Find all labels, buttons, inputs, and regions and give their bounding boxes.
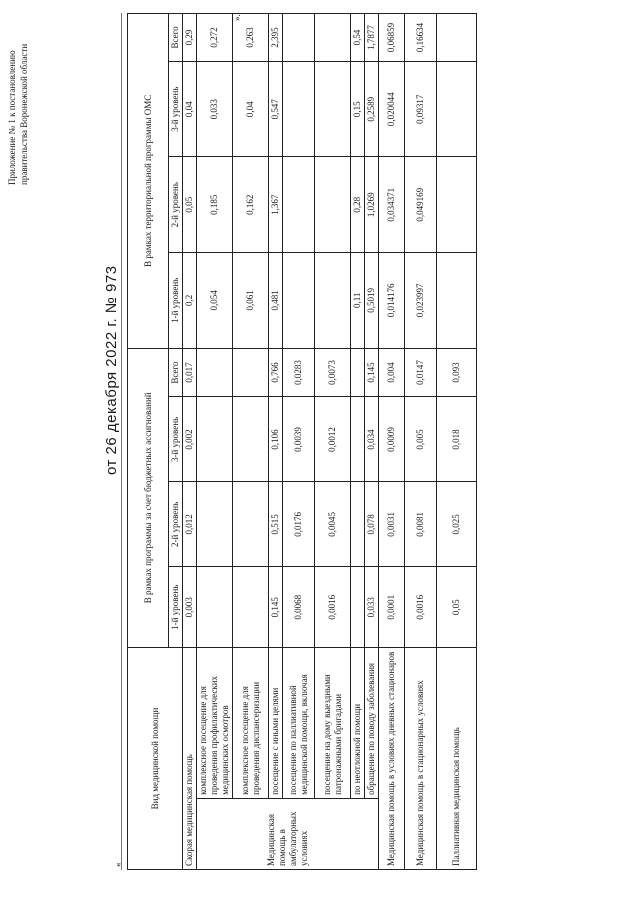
row-label: комплексное посещение для проведения профилактических медицинских осмотров	[197, 648, 233, 799]
cell: 0,0081	[405, 482, 437, 567]
cell: 0,185	[197, 157, 233, 253]
cell: 0,09317	[405, 61, 437, 157]
cell: 0,0073	[315, 348, 351, 397]
cell: 0,2	[183, 253, 197, 349]
cell: 0,025	[437, 482, 477, 567]
cell: 0,004	[379, 348, 405, 397]
cell: 0,093	[437, 348, 477, 397]
cell: 0,04	[233, 61, 269, 157]
cell: 0,05	[437, 567, 477, 648]
row-label: Медицинская помощь в условиях дневных стационаров	[379, 648, 405, 870]
outpatient-group-label: Медицинская помощь в амбулаторных условиях	[197, 798, 379, 869]
cell: 0,0068	[283, 567, 315, 648]
header-care-type: Вид медицинской помощи	[128, 648, 183, 870]
table-row-other-visit	[269, 14, 283, 870]
opening-quote-mark: «	[113, 862, 123, 867]
cell: 0,263	[233, 14, 269, 62]
cell: 0,020044	[379, 61, 405, 157]
cell: 0,049169	[405, 157, 437, 253]
cell	[437, 157, 477, 253]
cell: 0,11	[351, 253, 365, 349]
cell	[197, 397, 233, 482]
cell: 0,272	[197, 14, 233, 62]
top-rule	[121, 13, 122, 870]
cell: 0,547	[269, 61, 283, 157]
cell	[233, 397, 269, 482]
cell: 0,0176	[283, 482, 315, 567]
table-row-day-hospital	[379, 14, 405, 870]
cell: 1,0269	[365, 157, 379, 253]
cell: 0,0031	[379, 482, 405, 567]
cell	[283, 253, 315, 349]
cell: 0,023997	[405, 253, 437, 349]
cell: 0,481	[269, 253, 283, 349]
cell	[437, 61, 477, 157]
cell	[315, 157, 351, 253]
header-oms-level3: 3-й уровень	[169, 61, 183, 157]
volume-table	[127, 13, 477, 870]
cell: 0,034371	[379, 157, 405, 253]
cell	[437, 14, 477, 62]
cell: 0,0009	[379, 397, 405, 482]
cell	[351, 397, 365, 482]
cell: 0,012	[183, 482, 197, 567]
cell: 0,162	[233, 157, 269, 253]
cell	[233, 482, 269, 567]
cell	[315, 61, 351, 157]
cell: 0,05	[183, 157, 197, 253]
cell: 0,16634	[405, 14, 437, 62]
cell: 0,766	[269, 348, 283, 397]
cell: 0,15	[351, 61, 365, 157]
cell: 0,28	[351, 157, 365, 253]
row-label: Паллиативная медицинская помощь	[437, 648, 477, 870]
cell: 0,0016	[405, 567, 437, 648]
cell: 0,003	[183, 567, 197, 648]
row-label: посещение по паллиативной медицинской помощи, включая	[283, 648, 315, 799]
cell	[233, 567, 269, 648]
row-label: посещение с иными целями	[269, 648, 283, 799]
header-oms-group: В рамках территориальной программы ОМС	[128, 14, 169, 349]
cell	[315, 14, 351, 62]
closing-quote-mark: ».	[232, 14, 242, 21]
cell: 0,033	[365, 567, 379, 648]
cell: 0,061	[233, 253, 269, 349]
header-budget-level3: 3-й уровень	[169, 397, 183, 482]
cell: 0,0012	[315, 397, 351, 482]
decree-date-number: от 26 декабря 2022 г. № 973	[103, 265, 120, 475]
row-label: обращение по поводу заболевания	[365, 648, 379, 799]
cell: 0,0147	[405, 348, 437, 397]
header-budget-level1: 1-й уровень	[169, 567, 183, 648]
cell: 1,367	[269, 157, 283, 253]
row-label: Медицинская помощь в стационарных условиях	[405, 648, 437, 870]
cell: 0,034	[365, 397, 379, 482]
cell: 1,7877	[365, 14, 379, 62]
cell: 0,2589	[365, 61, 379, 157]
cell: 0,0283	[283, 348, 315, 397]
header-budget-group: В рамках программы за счет бюджетных ассигнований	[128, 348, 169, 647]
cell: 0,06859	[379, 14, 405, 62]
row-label: Скорая медицинская помощь	[183, 648, 197, 870]
header-budget-level2: 2-й уровень	[169, 482, 183, 567]
header-oms-total: Всего	[169, 14, 183, 62]
cell: 0,0039	[283, 397, 315, 482]
cell	[351, 348, 365, 397]
cell: 0,0016	[315, 567, 351, 648]
cell	[233, 348, 269, 397]
cell: 0,515	[269, 482, 283, 567]
header-oms-level2: 2-й уровень	[169, 157, 183, 253]
cell: 0,054	[197, 253, 233, 349]
cell: 0,005	[405, 397, 437, 482]
cell: 0,145	[269, 567, 283, 648]
cell: 0,014176	[379, 253, 405, 349]
cell	[315, 253, 351, 349]
cell: 0,078	[365, 482, 379, 567]
table-row-preventive	[197, 14, 233, 870]
table-row-urgent	[351, 14, 365, 870]
cell: 0,04	[183, 61, 197, 157]
cell: 0,29	[183, 14, 197, 62]
table-row-disease	[365, 14, 379, 870]
cell: 0,5019	[365, 253, 379, 349]
cell: 0,54	[351, 14, 365, 62]
cell	[197, 482, 233, 567]
cell	[283, 157, 315, 253]
table-row-palliative	[437, 14, 477, 870]
cell: 0,0045	[315, 482, 351, 567]
cell: 2,395	[269, 14, 283, 62]
table-row-inpatient	[405, 14, 437, 870]
table-row-home-visit	[315, 14, 351, 870]
cell	[197, 567, 233, 648]
cell	[197, 348, 233, 397]
cell: 0,002	[183, 397, 197, 482]
cell: 0,018	[437, 397, 477, 482]
header-oms-level1: 1-й уровень	[169, 253, 183, 349]
appendix-note-line2: правительства Воронежской области	[19, 43, 29, 185]
cell	[283, 14, 315, 62]
cell	[351, 482, 365, 567]
cell: 0,033	[197, 61, 233, 157]
row-label: посещение на дому выездными патронажными бригадами	[315, 648, 351, 799]
cell	[437, 253, 477, 349]
cell	[283, 61, 315, 157]
header-budget-total: Всего	[169, 348, 183, 397]
table-row-ambulance	[183, 14, 197, 870]
cell: 0,106	[269, 397, 283, 482]
table-row-dispensary	[233, 14, 269, 870]
row-label: по неотложной помощи	[351, 648, 365, 799]
cell: 0,017	[183, 348, 197, 397]
row-label: комплексное посещение для проведения диспансеризации	[233, 648, 269, 799]
table-row-palliative-visit	[283, 14, 315, 870]
cell: 0,0001	[379, 567, 405, 648]
cell	[351, 567, 365, 648]
appendix-note-line1: Приложение № 1 к постановлению	[7, 50, 17, 185]
cell: 0,145	[365, 348, 379, 397]
